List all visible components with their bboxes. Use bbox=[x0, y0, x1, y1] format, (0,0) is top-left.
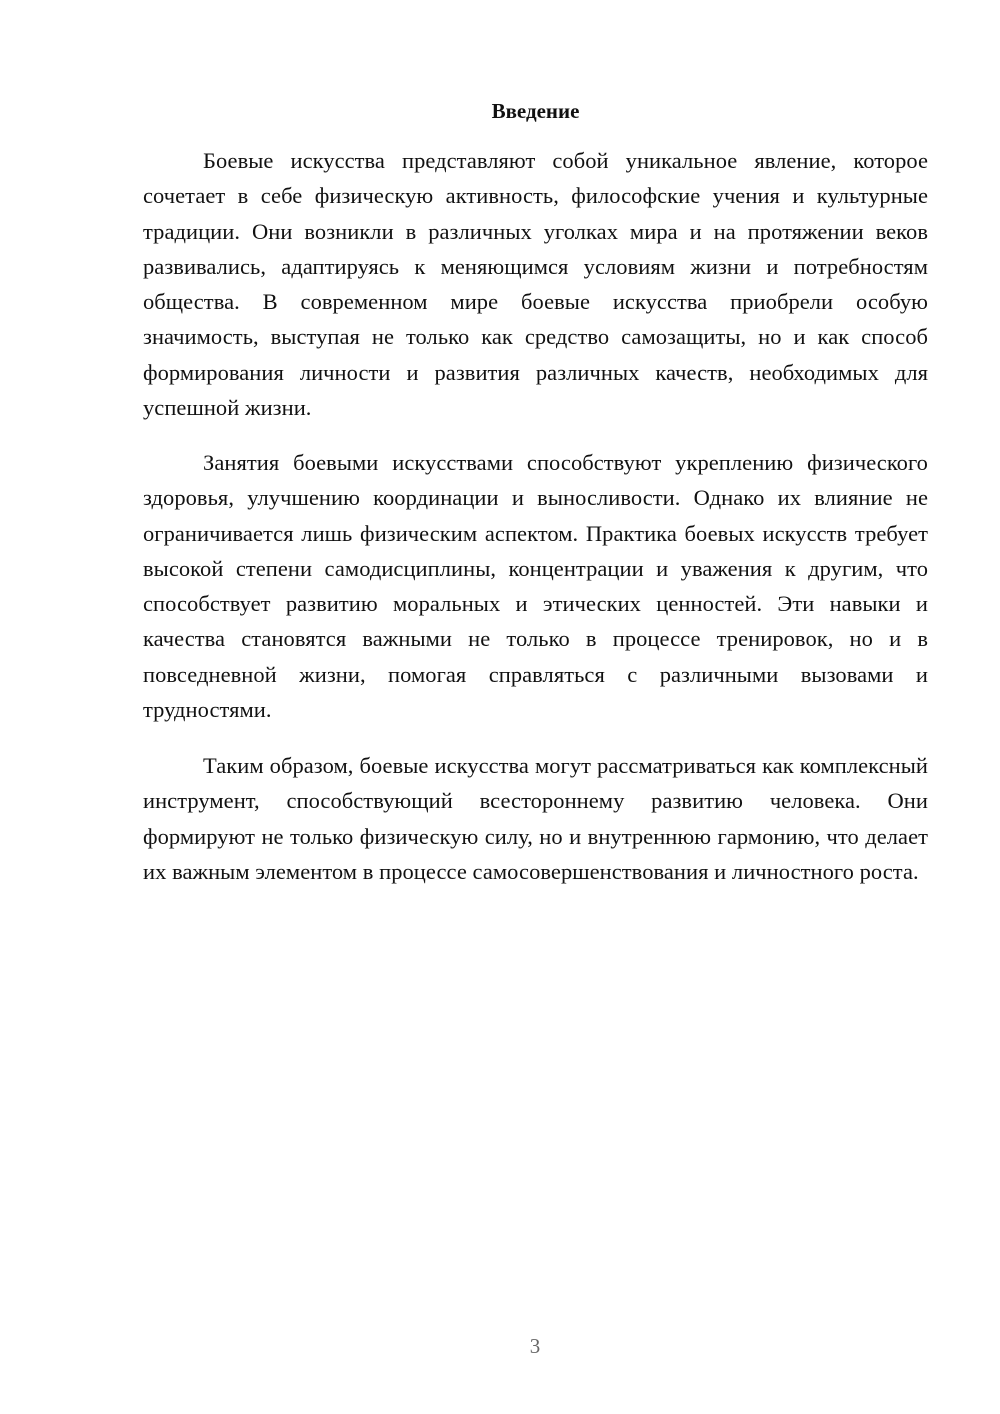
paragraph-1: Боевые искусства представляют собой уникальное явление, которое сочетает в себе физическую активность, философские учения и культурные традиции. Они возникли в различных уголках мира и на протяжении веков развивались, адаптируясь к меняющимся условиям жизни и потребностям общества. В современном мире боевые искусства приобрели особую значимость, выступая не только как средство самозащиты, но и как способ формирования личности и развития различных качеств, необходимых для успешной жизни. bbox=[143, 148, 928, 421]
paragraph-2: Занятия боевыми искусствами способствуют укреплению физического здоровья, улучшению координации и выносливости. Однако их влияние не ограничивается лишь физическим аспектом. Практика боевых искусств требует высокой степени самодисциплины, концентрации и уважения к другим, что способствует развитию моральных и этических ценностей. Эти навыки и качества становятся важными не только в процессе тренировок, но и в повседневной жизни, помогая справляться с различными вызовами и трудностями. bbox=[143, 450, 928, 723]
section-heading: Введение bbox=[491, 99, 580, 123]
page-number: 3 bbox=[529, 1334, 541, 1358]
paragraph-3: Таким образом, боевые искусства могут рассматриваться как комплексный инструмент, способствующий всестороннему развитию человека. Они формируют не только физическую силу, но и внутреннюю гармонию, что делает их важным элементом в процессе самосовершенствования и личностного роста. bbox=[143, 753, 928, 884]
